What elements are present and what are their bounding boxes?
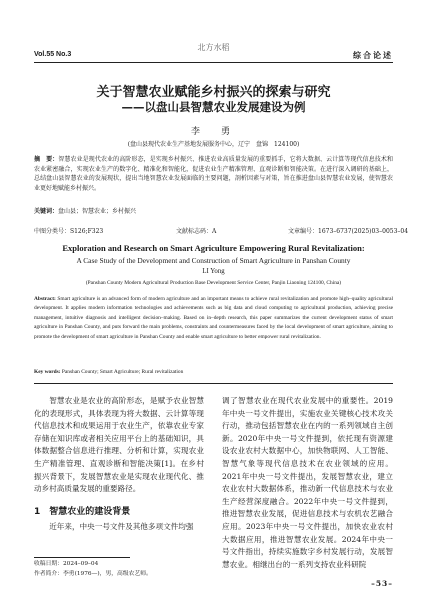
- article-title: 关于智慧农业赋能乡村振兴的探索与研究: [96, 85, 331, 100]
- english-title: Exploration and Research on Smart Agriculture Empowering Rural Revitalization:: [62, 243, 365, 253]
- footnote-received: 收稿日期：2024–09–04: [34, 561, 99, 567]
- section-heading: 1 智慧农业的建设背景: [34, 507, 131, 517]
- document-code: 文献标志码：A: [176, 228, 217, 235]
- abstract-label: 摘 要：: [34, 156, 59, 163]
- article-id: 文章编号：1673–6737(2025)03–0053–04: [288, 228, 409, 235]
- article-subtitle: ——以盘山县智慧农业发展建设为例: [121, 100, 306, 114]
- volume-issue: Vol.55 No.3: [34, 51, 72, 58]
- body-paragraph: 近年来，中央一号文件及其他多项文件均强: [49, 522, 194, 531]
- english-affiliation: (Panshan County Modern Agricultural Production Base Development Service Center, Panjin Liaoning 124100, China): [85, 280, 342, 286]
- keywords-label: 关键词：: [34, 208, 59, 215]
- keywords-text: 盘山县；智慧农业；乡村振兴: [58, 208, 137, 215]
- clc-number: 中图分类号：S126;F323: [34, 228, 104, 235]
- english-author: LI Yong: [202, 268, 225, 275]
- footnote: [34, 560, 209, 579]
- chinese-keywords: [34, 206, 136, 215]
- footnote-author-bio: 作者简介：李勇(1976—)，男，高级农艺师。: [34, 570, 152, 577]
- section-name: 综合论述: [353, 51, 393, 60]
- english-abstract-label: Abstract:: [34, 296, 56, 302]
- body-paragraph: 调了智慧农业在现代农业发展中的重要性。2019年中央一号文件提出，实施农业关键核心技术攻关行动，推动包括智慧农业在内的一系列领域自主创新。2020年中央一号文件提到，依托现有资源建设农业农村大数据中心，加快物联网、人工智能、智慧气象等现代信息技术在农业领域的应用。2021年中央一号文件提出，发展智慧农业，建立农业农村大数据体系，推动新一代信息技术与农业生产经营深度融合。2022年中央一号文件提到，推进智慧农业发展，促进信息技术与农机农艺融合应用。2023年中央一号文件提出，加快农业农村大数据应用，推进智慧农业发展。2024年中央一号文件指出，持续实施数字乡村发展行动，发展智慧农业。相继出台的一系列支持农业科研院: [222, 396, 393, 569]
- abstract-rule: [34, 383, 393, 384]
- body-column-left: [34, 395, 204, 496]
- english-keywords: [34, 369, 183, 375]
- chinese-abstract: [34, 155, 393, 193]
- english-subtitle: A Case Study of the Development and Construction of Smart Agriculture in Panshan County: [76, 256, 351, 265]
- abstract-text: 智慧农业是现代农业的高阶形态，是实现乡村振兴、推进农业高质量发展的重要抓手，它将大数据、云计算等现代信息技术和农业紧密融合，实现农业生产的数字化、精准化和智能化，促进农业生产精准管理、直观诊断和智能决策。在进行深入调研的基础上，总结盘山县智慧农业的发展现状，提出当地智慧农业发展面临的主要问题，剖析因素与对策，旨在推进盘山县智慧农业发展，使智慧农业更好地赋能乡村振兴。: [34, 156, 393, 192]
- page-number: –53–: [371, 579, 393, 588]
- header-rule: [34, 62, 393, 63]
- footnote-rule: [34, 557, 130, 558]
- body-paragraph: 智慧农业是农业的高阶形态，是赋予农业智慧化的表现形式，具体表现为将大数据、云计算等现代信息技术和成果运用于农业生产，依靠农业专家存储在知识库或者相关应用平台上的基础知识，具体数据整合信息进行推理、分析和计算，实现农业生产精准管理、直观诊断和智能决策[1]。在乡村振兴背景下，发展智慧农业是实现农业现代化、推动乡村高质量发展的重要路径。: [34, 396, 204, 494]
- english-abstract: [34, 295, 393, 342]
- english-keywords-label: Key words:: [34, 369, 61, 375]
- author-name: 李 勇: [190, 127, 236, 137]
- author-affiliation: (盘山县现代农业生产基地发展服务中心，辽宁 盘锦 124100): [127, 141, 300, 148]
- english-keywords-text: Panshan County; Smart Agriculture; Rural revitalization: [61, 369, 184, 375]
- body-column-left-continued: [34, 521, 204, 534]
- journal-name: 北方水稻: [197, 43, 230, 52]
- english-abstract-text: Smart agriculture is an advanced form of modern agriculture and an important means to achieve rural revitalization and promote high–quality agricultural development. It applies modern information technologies and achievements such as big data and cloud computing to agricultural production, achieving precise management, intuitive diagnosis and intelligent decision–making. Based on in–depth research, this paper summarizes the current development status of smart agriculture in Panshan County, and puts forward the main problems, constraints and countermeasures faced by the local development of smart agriculture, aiming to promote the development of smart agriculture in Panshan County and enable smart agriculture to better empower rural revitalization.: [34, 296, 393, 340]
- body-column-right: [222, 395, 393, 571]
